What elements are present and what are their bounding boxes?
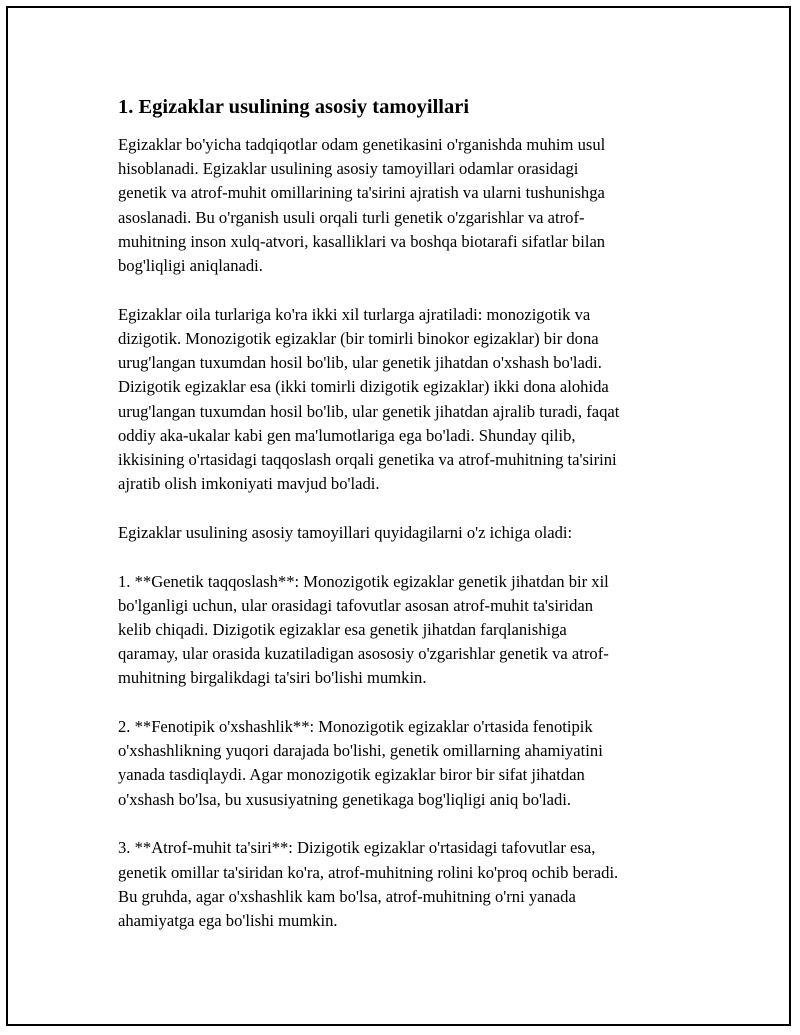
text-line: Egizaklar bo'yicha tadqiqotlar odam genetikasini o'rganishda muhim usul xyxy=(118,135,606,154)
text-line: Egizaklar oila turlariga ko'ra ikki xil turlarga ajratiladi: monozigotik va xyxy=(118,304,591,324)
text-line: Dizigotik egizaklar esa (ikki tomirli dizigotik egizaklar) ikki dona alohida xyxy=(118,377,609,397)
text-line: bog'liqligi aniqlanadi. xyxy=(118,256,263,276)
text-line: asoslanadi. Bu o'rganish usuli orqali turli genetik o'zgarishlar va atrof- xyxy=(118,207,585,227)
text-line: muhitning inson xulq-atvori, kasalliklari va boshqa biotarafi sifatlar bilan xyxy=(118,231,606,251)
text-line: ikkisining o'rtasidagi taqqoslash orqali genetika va atrof-muhitning ta'sirini xyxy=(118,449,617,469)
text-line: muhitning birgalikdagi ta'siri bo'lishi mumkin. xyxy=(118,668,427,688)
text-line: o'xshash bo'lsa, bu xususiyatning genetikaga bog'liqligi aniq bo'ladi. xyxy=(118,789,572,809)
intro-paragraph xyxy=(118,133,698,278)
principle-3-paragraph xyxy=(118,836,698,933)
twin-types-paragraph xyxy=(118,303,698,497)
text-line: Egizaklar usulining asosiy tamoyillari quyidagilarni o'z ichiga oladi: xyxy=(118,522,573,542)
text-line: o'xshashlikning yuqori darajada bo'lishi, genetik omillarning ahamiyatini xyxy=(118,741,603,761)
text-line: bo'lganligi uchun, ular orasidagi tafovutlar asosan atrof-muhit ta'siridan xyxy=(118,595,594,615)
text-line: oddiy aka-ukalar kabi gen ma'lumotlariga ega bo'ladi. Shunday qilib, xyxy=(118,425,576,445)
text-line: kelib chiqadi. Dizigotik egizaklar esa genetik jihatdan farqlanishiga xyxy=(118,619,567,639)
text-line: dizigotik. Monozigotik egizaklar (bir tomirli binokor egizaklar) bir dona xyxy=(118,328,599,348)
text-line: genetik va atrof-muhit omillarining ta'sirini ajratish va ularni tushunishga xyxy=(118,183,605,203)
text-line: ahamiyatga ega bo'lishi mumkin. xyxy=(118,910,338,930)
section-heading: 1. Egizaklar usulining asosiy tamoyillari xyxy=(118,96,470,118)
text-line: urug'langan tuxumdan hosil bo'lib, ular genetik jihatdan ajralib turadi, faqat xyxy=(118,401,620,421)
text-line: yanada tasdiqlaydi. Agar monozigotik egizaklar biror bir sifat jihatdan xyxy=(118,765,585,785)
text-line: Bu gruhda, agar o'xshashlik kam bo'lsa, atrof-muhitning o'rni yanada xyxy=(118,886,576,906)
principles-intro-paragraph xyxy=(118,521,698,545)
text-line: hisoblanadi. Egizaklar usulining asosiy tamoyillari odamlar orasidagi xyxy=(118,159,579,179)
text-line: ajratib olish imkoniyati mavjud bo'ladi. xyxy=(118,474,380,494)
paragraphs-container xyxy=(118,133,698,933)
principle-2-paragraph xyxy=(118,715,698,812)
document-body xyxy=(118,94,698,933)
text-line: 2. **Fenotipik o'xshashlik**: Monozigotik egizaklar o'rtasida fenotipik xyxy=(118,717,593,737)
principle-1-paragraph xyxy=(118,570,698,691)
text-line: urug'langan tuxumdan hosil bo'lib, ular genetik jihatdan o'xshash bo'ladi. xyxy=(118,353,602,373)
text-line: 1. **Genetik taqqoslash**: Monozigotik egizaklar genetik jihatdan bir xil xyxy=(118,571,609,591)
text-line: genetik omillar ta'siridan ko'ra, atrof-muhitning rolini ko'proq ochib beradi. xyxy=(118,862,619,882)
text-line: qaramay, ular orasida kuzatiladigan asososiy o'zgarishlar genetik va atrof- xyxy=(118,644,609,664)
text-line: 3. **Atrof-muhit ta'siri**: Dizigotik egizaklar o'rtasidagi tafovutlar esa, xyxy=(118,838,596,858)
